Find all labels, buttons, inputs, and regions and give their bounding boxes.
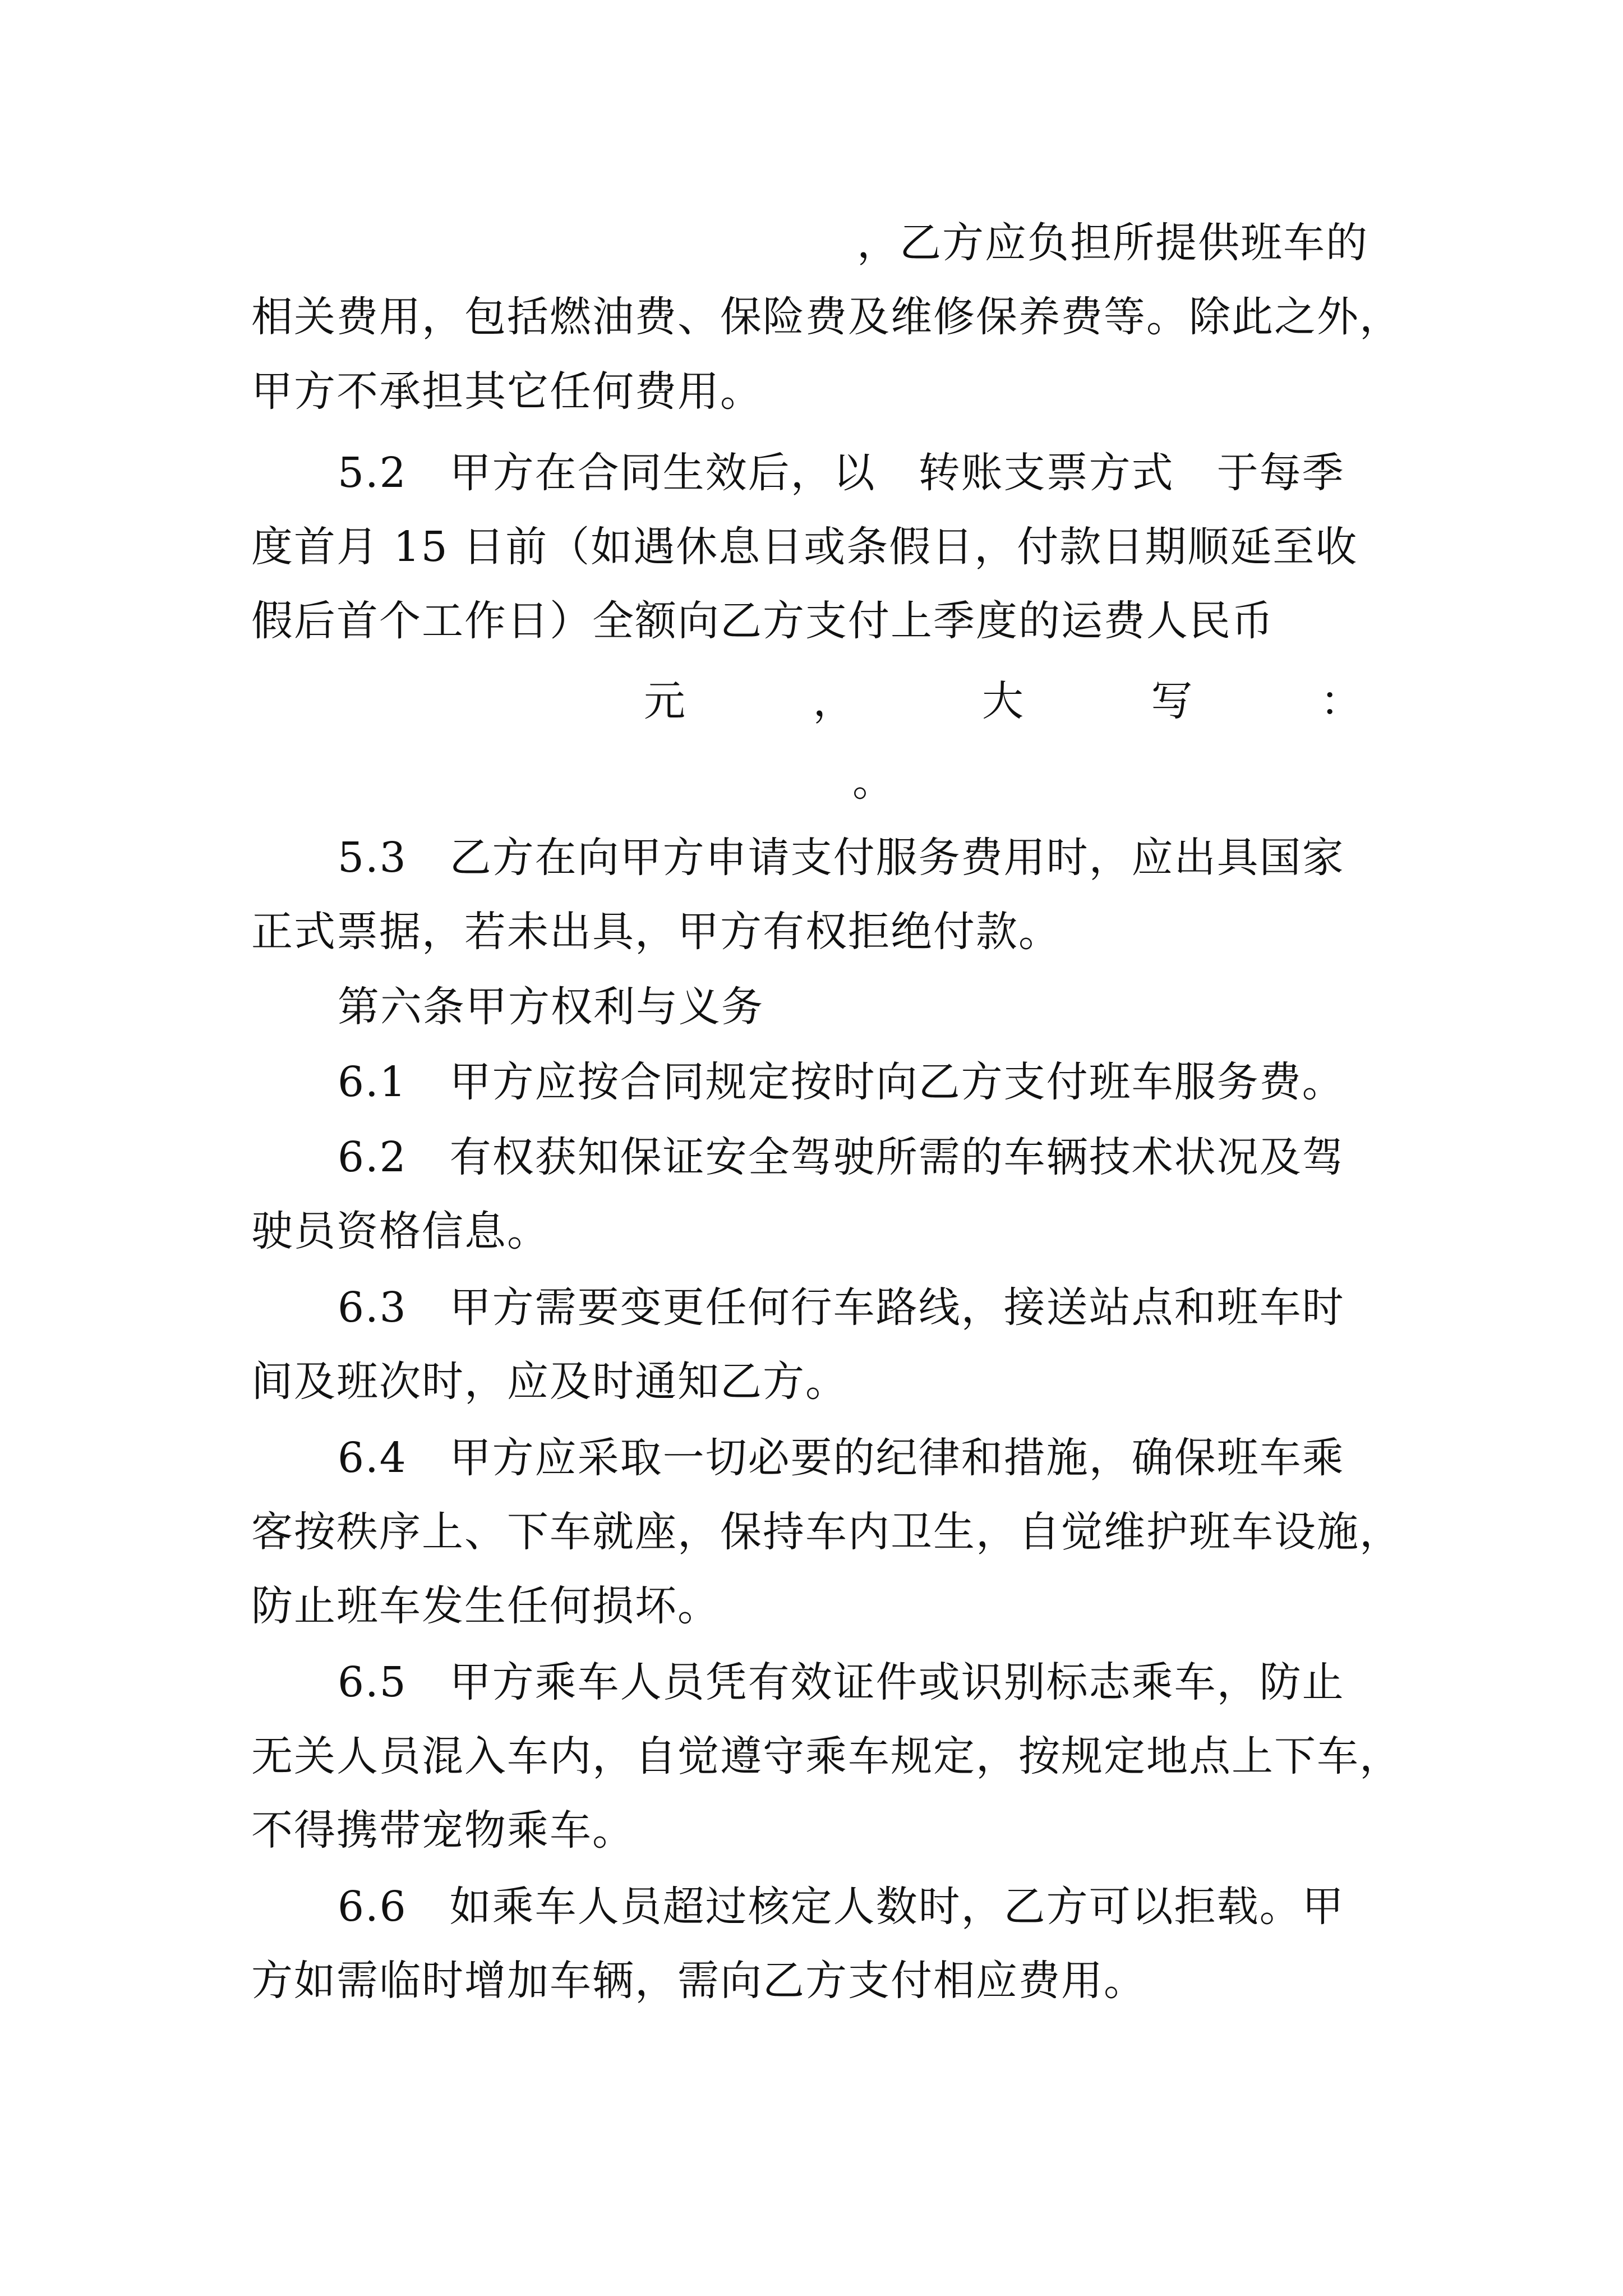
clause-6-3: 6.3 甲方需要变更任何行车路线，接送站点和班车时	[338, 1283, 1345, 1332]
text-line: 假后首个工作日）全额向乙方支付上季度的运费人民币	[251, 597, 1274, 645]
section-heading: 第六条甲方权利与义务	[338, 983, 764, 1031]
text-line: 甲方不承担其它任何费用。	[251, 367, 763, 416]
clause-5-2: 5.2 甲方在合同生效后，以 转账支票方式 于每季	[338, 449, 1345, 497]
text-line: 相关费用，包括燃油费、保险费及维修保养费等。除此之外，	[251, 293, 1402, 341]
clause-6-1: 6.1 甲方应按合同规定按时向乙方支付班车服务费。	[338, 1058, 1345, 1106]
clause-6-2: 6.2 有权获知保证安全驾驶所需的车辆技术状况及驾	[338, 1133, 1345, 1181]
text-line: 度首月 15 日前（如遇休息日或条假日，付款日期顺延至收	[251, 523, 1358, 571]
clause-5-3: 5.3 乙方在向甲方申请支付服务费用时，应出具国家	[338, 834, 1345, 882]
text-line: 防止班车发生任何损坏。	[251, 1582, 720, 1630]
amount-char: 写	[1151, 677, 1193, 725]
text-line: 间及班次时，应及时通知乙方。	[251, 1358, 848, 1406]
clause-6-4: 6.4 甲方应采取一切必要的纪律和措施，确保班车乘	[338, 1434, 1345, 1482]
text-line: 方如需临时增加车辆，需向乙方支付相应费用。	[251, 1957, 1146, 2005]
clause-6-5: 6.5 甲方乘车人员凭有效证件或识别标志乘车，防止	[338, 1658, 1345, 1706]
text-line: ，乙方应负担所提供班车的	[857, 219, 1368, 267]
text-line: 。	[852, 757, 895, 806]
text-line: 正式票据，若未出具，甲方有权拒绝付款。	[251, 908, 1061, 956]
amount-line	[644, 670, 1362, 732]
clause-6-6: 6.6 如乘车人员超过核定人数时，乙方可以拒载。甲	[338, 1883, 1345, 1931]
text-line: 不得携带宠物乘车。	[251, 1806, 635, 1855]
text-line: 客按秩序上、下车就座，保持车内卫生，自觉维护班车设施，	[251, 1508, 1402, 1556]
text-line: 驶员资格信息。	[251, 1207, 550, 1255]
amount-char: ，	[813, 677, 855, 725]
text-line: 无关人员混入车内，自觉遵守乘车规定，按规定地点上下车，	[251, 1732, 1402, 1780]
amount-char: 元	[644, 677, 685, 725]
amount-char: ：	[1320, 677, 1362, 725]
amount-char: 大	[982, 677, 1023, 725]
